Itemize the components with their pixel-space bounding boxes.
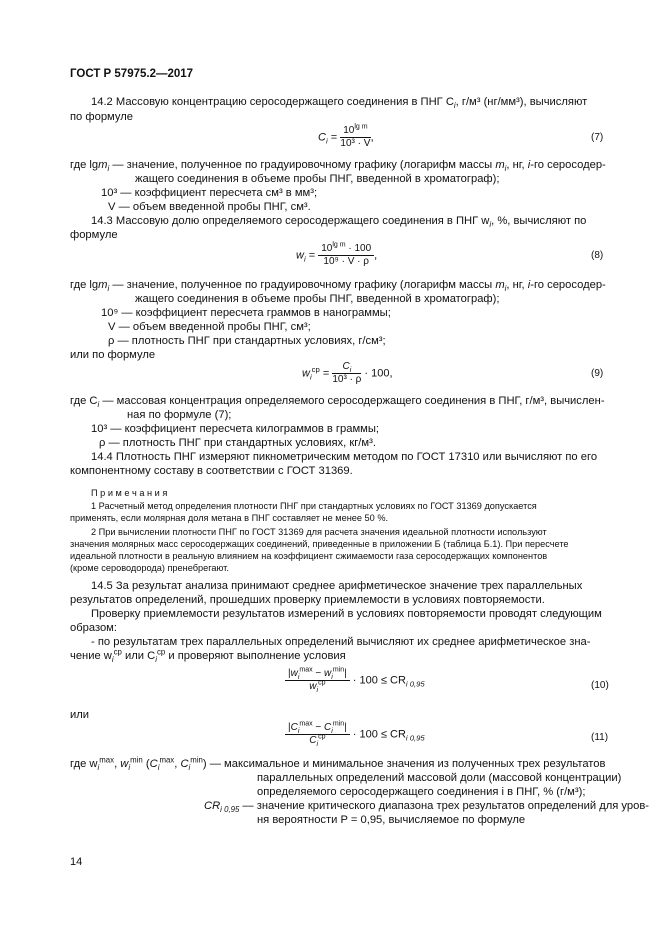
page-number: 14 <box>70 856 83 868</box>
where-8-line2: жащего соединения в объеме пробы ПНГ, введенной в хроматограф); <box>135 293 500 305</box>
where-7-line4: V — объем введенной пробы ПНГ, см³. <box>108 201 311 213</box>
para-14-2-line1: 14.2 Массовую концентрацию серосодержащего соединения в ПНГ $C_i$, г/м³ (нг/мм³), вычисляют <box>91 96 588 111</box>
where-10-line4: $CR_{i 0,95}$ — значение критического диапазона трех результатов определений для уров- <box>204 800 649 815</box>
eq-number-8: (8) <box>591 250 604 261</box>
formula-11: $\frac{|C_i^{max} - C_i^{min}|}{C_i^{ср}}$ · $100 \le CR_{i 0,95}$ <box>285 722 425 747</box>
para-14-3-line2: формуле <box>70 229 118 241</box>
or-formula-11: или <box>70 709 90 721</box>
where-8-line4: V — объем введенной пробы ПНГ, см³; <box>108 321 311 333</box>
where-7-line2: жащего соединения в объеме пробы ПНГ, введенной в хроматограф); <box>135 173 500 185</box>
para-14-5-line3: Проверку приемлемости результатов измерений в условиях повторяемости проводят следующим <box>91 608 602 620</box>
where-9-line4: ρ — плотность ПНГ при стандартных условиях, кг/м³. <box>99 437 376 449</box>
note-2-line2: значения молярных масс серосодержащих соединений, приведенные в приложении Б (таблица Б.1). При пересчете <box>70 539 569 549</box>
eq-number-10: (10) <box>591 680 609 691</box>
where-9-line3: 10³ — коэффициент пересчета килограммов в граммы; <box>91 423 379 435</box>
where-10-line5: ня вероятности P = 0,95, вычисляемое по формуле <box>257 814 526 826</box>
where-9-line2: ная по формуле (7); <box>127 409 232 421</box>
note-2-line1: 2 При вычислении плотности ПНГ по ГОСТ 31369 для расчета значения идеальной плотности используют <box>91 527 547 537</box>
para-14-2-line2: по формуле <box>70 111 133 123</box>
where-7-line1: где lgm$_i$ — значение, полученное по градуировочному графику (логарифм массы $m_i$, нг, i-го серосодер- <box>70 159 606 174</box>
notes-title: П р и м е ч а н и я <box>91 488 168 498</box>
para-14-4-line1: 14.4 Плотность ПНГ измеряют пикнометрическим методом по ГОСТ 17310 или вычисляют по его <box>91 451 598 463</box>
eq-number-11: (11) <box>591 732 609 743</box>
para-14-4-line2: компонентному составу в соответствии с ГОСТ 31369. <box>70 465 353 477</box>
note-2-line3: идеальной плотности в реальную влиянием на коэффициент сжимаемости газа серосодержащих компонентов <box>70 551 548 561</box>
note-1-line1: 1 Расчетный метод определения плотности ПНГ при стандартных условиях по ГОСТ 31369 допускается <box>91 501 537 511</box>
formula-8: $w_i$ = $\frac{10^{lg m} \cdot 100}{\text{10⁹ · V · ρ}}$ , <box>296 241 378 267</box>
para-14-5-line1: 14.5 За результат анализа принимают среднее арифметическое значение трех параллельных <box>91 580 583 592</box>
where-8-line3: 10⁹ — коэффициент пересчета граммов в нанограммы; <box>101 307 391 319</box>
formula-10: $\frac{|w_i^{max} - w_i^{min}|}{w_i^{ср}}$ · $100 \le CR_{i 0,95}$ <box>285 668 425 693</box>
para-14-5-line5: - по результатам трех параллельных определений вычисляют их среднее арифметическое зна- <box>91 636 591 648</box>
where-8-line5: ρ — плотность ПНГ при стандартных условиях, г/см³; <box>108 335 386 347</box>
note-1-line2: применять, если молярная доля метана в ПНГ составляет не менее 50 %. <box>70 513 389 523</box>
para-14-5-line4: образом: <box>70 622 117 634</box>
formula-9: $w_i^{ср}$ = $\frac{C_i}{\text{10³ · ρ}}$ · 100, <box>302 361 393 385</box>
where-10-line2: параллельных определений массовой доли (массовой концентрации) <box>257 772 622 784</box>
where-7-line3: 10³ — коэффициент пересчета см³ в мм³; <box>101 187 318 199</box>
or-formula-9: или по формуле <box>70 349 156 361</box>
para-14-5-line6: чение $w_i^{ср}$ или $C_i^{ср}$ и проверяют выполнение условия <box>70 647 346 665</box>
eq-number-9: (9) <box>591 368 604 379</box>
note-2-line4: (кроме сероводорода) пренебрегают. <box>70 563 229 573</box>
eq-number-7: (7) <box>591 132 604 143</box>
where-9-line1: где $C_i$ — массовая концентрация определяемого серосодержащего соединения в ПНГ, г/м³, вычислен- <box>70 395 605 410</box>
para-14-5-line2: результатов определений, прошедших проверку приемлемости в условиях повторяемости. <box>70 594 545 606</box>
where-8-line1: где lgm$_i$ — значение, полученное по градуировочному графику (логарифм массы $m_i$, нг, i-го серосодер- <box>70 279 606 294</box>
para-14-3-line1: 14.3 Массовую долю определяемого серосодержащего соединения в ПНГ $w_i$, %, вычисляют по <box>91 215 587 230</box>
where-10-line3: определяемого серосодержащего соединения i в ПНГ, % (г/м³); <box>257 786 586 798</box>
where-10-line1: где $w_i^{max}$, $w_i^{min}$ ($C_i^{max}$, $C_i^{min}$) — максимальное и минимальное значения из полученных трех результатов <box>70 755 606 773</box>
standard-header: ГОСТ Р 57975.2—2017 <box>70 68 194 80</box>
formula-7: $C_i$ = $\frac{10^{lg m}}{\text{10³ · V}}$ , <box>318 123 374 149</box>
